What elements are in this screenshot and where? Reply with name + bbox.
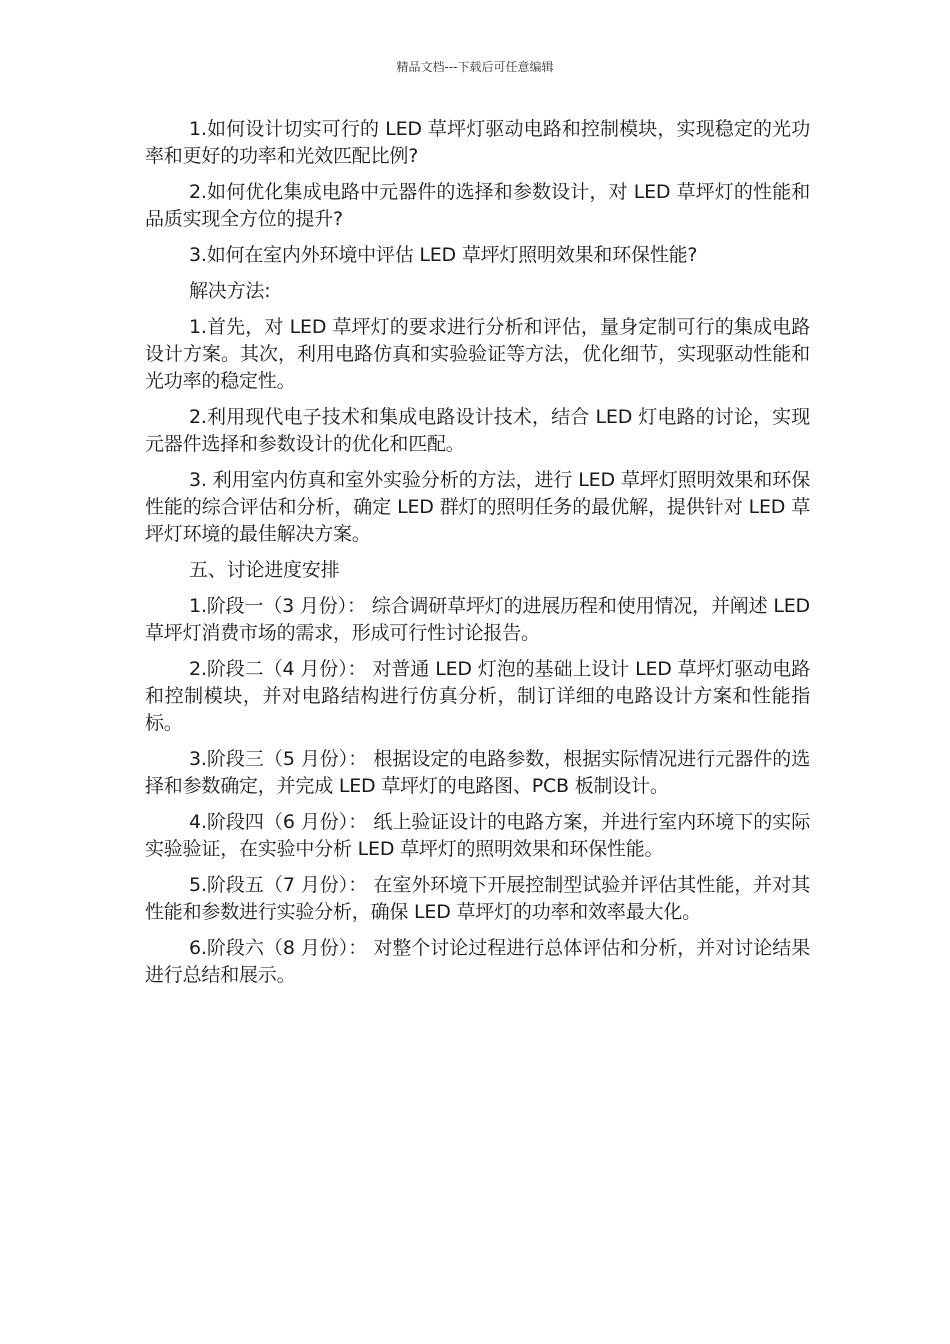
stage-6: 6.阶段六（8 月份）： 对整个讨论过程进行总体评估和分析，并对讨论结果进行总结和展示。 xyxy=(145,937,810,986)
question-1: 1.如何设计切实可行的 LED 草坪灯驱动电路和控制模块，实现稳定的光功率和更好的功率和光效匹配比例? xyxy=(145,118,810,167)
stage-2: 2.阶段二（4 月份）： 对普通 LED 灯泡的基础上设计 LED 草坪灯驱动电路和控制模块，并对电路结构进行仿真分析，制订详细的电路设计方案和性能指标。 xyxy=(145,658,810,734)
document-body xyxy=(145,116,810,998)
stage-5: 5.阶段五（7 月份）： 在室外环境下开展控制型试验并评估其性能，并对其性能和参数进行实验分析，确保 LED 草坪灯的功率和效率最大化。 xyxy=(145,874,810,923)
stage-4: 4.阶段四（6 月份）： 纸上验证设计的电路方案，并进行室内环境下的实际实验验证，在实验中分析 LED 草坪灯的照明效果和环保性能。 xyxy=(145,811,810,860)
stage-3: 3.阶段三（5 月份）： 根据设定的电路参数，根据实际情况进行元器件的选择和参数确定，并完成 LED 草坪灯的电路图、PCB 板制设计。 xyxy=(145,748,810,797)
question-3: 3.如何在室内外环境中评估 LED 草坪灯照明效果和环保性能? xyxy=(189,244,698,266)
solution-2: 2.利用现代电子技术和集成电路设计技术，结合 LED 灯电路的讨论，实现元器件选择和参数设计的优化和匹配。 xyxy=(145,406,810,455)
section-heading-schedule: 五、讨论进度安排 xyxy=(189,559,340,581)
page-header: 精品文档---下载后可任意编辑 xyxy=(396,60,554,74)
solution-1: 1.首先，对 LED 草坪灯的要求进行分析和评估，量身定制可行的集成电路设计方案。其次，利用电路仿真和实验验证等方法，优化细节，实现驱动性能和光功率的稳定性。 xyxy=(145,316,810,392)
stage-1: 1.阶段一（3 月份）： 综合调研草坪灯的进展历程和使用情况，并阐述 LED 草坪灯消费市场的需求，形成可行性讨论报告。 xyxy=(145,595,810,644)
question-2: 2.如何优化集成电路中元器件的选择和参数设计，对 LED 草坪灯的性能和品质实现全方位的提升? xyxy=(145,181,810,230)
solution-heading: 解决方法: xyxy=(189,280,271,302)
solution-3: 3. 利用室内仿真和室外实验分析的方法，进行 LED 草坪灯照明效果和环保性能的综合评估和分析，确定 LED 群灯的照明任务的最优解，提供针对 LED 草坪灯环境的最佳解决方案。 xyxy=(145,469,810,545)
